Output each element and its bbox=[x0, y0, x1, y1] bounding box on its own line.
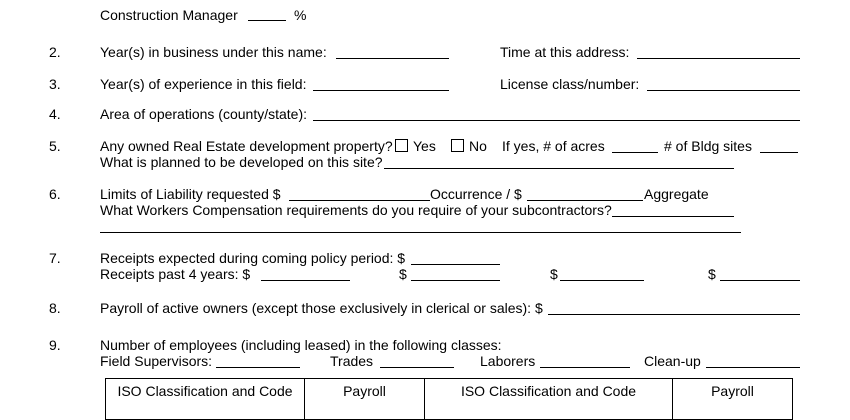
construction-manager-label: Construction Manager bbox=[100, 7, 238, 23]
area-of-operations-label: Area of operations (county/state): bbox=[100, 106, 307, 122]
yes-checkbox[interactable] bbox=[395, 139, 408, 152]
item-number: 2. bbox=[49, 44, 61, 60]
years-experience-field[interactable] bbox=[313, 90, 449, 91]
item-number: 3. bbox=[49, 76, 61, 92]
item-number: 5. bbox=[49, 138, 61, 154]
employees-label: Number of employees (including leased) in the following classes: bbox=[100, 337, 502, 353]
cleanup-label: Clean-up bbox=[644, 353, 701, 369]
dollar-sign: $ bbox=[708, 266, 716, 282]
no-label: No bbox=[469, 138, 487, 154]
workers-comp-field-line2[interactable] bbox=[100, 232, 741, 233]
receipts-expected-field[interactable] bbox=[411, 264, 500, 265]
no-checkbox[interactable] bbox=[451, 139, 464, 152]
item-number: 8. bbox=[49, 300, 61, 316]
years-in-business-label: Year(s) in business under this name: bbox=[100, 44, 327, 60]
years-experience-label: Year(s) of experience in this field: bbox=[100, 76, 307, 92]
item-number: 7. bbox=[49, 250, 61, 266]
receipts-past-field-1[interactable] bbox=[261, 280, 350, 281]
trades-label: Trades bbox=[330, 353, 374, 369]
receipts-past-label: Receipts past 4 years: $ bbox=[100, 266, 251, 282]
table-header-label: ISO Classification and Code bbox=[460, 383, 637, 399]
receipts-past-field-2[interactable] bbox=[411, 280, 500, 281]
time-at-address-field[interactable] bbox=[637, 58, 800, 59]
table-header-cell bbox=[305, 379, 425, 419]
bldg-sites-field[interactable] bbox=[760, 152, 798, 153]
acres-field[interactable] bbox=[612, 152, 658, 153]
iso-classification-table bbox=[105, 378, 793, 420]
field-supervisors-label: Field Supervisors: bbox=[100, 353, 213, 369]
table-header-label: ISO Classification and Code bbox=[117, 383, 293, 399]
workers-comp-label: What Workers Compensation requirements do you require of your subcontractors? bbox=[100, 202, 612, 218]
dollar-sign: $ bbox=[550, 266, 558, 282]
table-header-label: Payroll bbox=[711, 383, 754, 399]
owners-payroll-label: Payroll of active owners (except those exclusively in clerical or sales): $ bbox=[100, 300, 543, 316]
trades-field[interactable] bbox=[380, 367, 454, 368]
occurrence-label: Occurrence / $ bbox=[430, 186, 522, 202]
construction-manager-field[interactable] bbox=[248, 20, 286, 21]
receipts-past-field-3[interactable] bbox=[560, 280, 644, 281]
item-number: 9. bbox=[49, 337, 61, 353]
planned-development-field[interactable] bbox=[384, 168, 734, 169]
item-number: 4. bbox=[49, 106, 61, 122]
dollar-sign: $ bbox=[399, 266, 407, 282]
table-header-label: Payroll bbox=[343, 383, 386, 399]
owners-payroll-field[interactable] bbox=[548, 314, 800, 315]
time-at-address-label: Time at this address: bbox=[500, 44, 630, 60]
table-header-cell bbox=[673, 379, 792, 419]
bldg-sites-label: # of Bldg sites bbox=[664, 138, 752, 154]
laborers-field[interactable] bbox=[540, 367, 630, 368]
receipts-past-field-4[interactable] bbox=[720, 280, 800, 281]
construction-manager-unit: % bbox=[294, 7, 307, 23]
item-number: 6. bbox=[49, 186, 61, 202]
receipts-expected-label: Receipts expected during coming policy period: $ bbox=[100, 250, 406, 266]
laborers-label: Laborers bbox=[480, 353, 536, 369]
planned-development-label: What is planned to be developed on this site? bbox=[100, 154, 383, 170]
license-class-field[interactable] bbox=[647, 90, 800, 91]
area-of-operations-field[interactable] bbox=[313, 120, 800, 121]
cleanup-field[interactable] bbox=[706, 367, 800, 368]
aggregate-label: Aggregate bbox=[644, 186, 709, 202]
aggregate-amount-field[interactable] bbox=[527, 200, 643, 201]
years-in-business-field[interactable] bbox=[336, 58, 449, 59]
acres-label: If yes, # of acres bbox=[502, 138, 605, 154]
yes-label: Yes bbox=[413, 138, 436, 154]
field-supervisors-field[interactable] bbox=[216, 367, 300, 368]
limits-of-liability-label: Limits of Liability requested $ bbox=[100, 186, 281, 202]
page-top-edge bbox=[0, 0, 850, 6]
table-header-cell bbox=[106, 379, 305, 419]
license-class-label: License class/number: bbox=[500, 76, 640, 92]
occurrence-amount-field[interactable] bbox=[289, 200, 430, 201]
real-estate-question: Any owned Real Estate development property? bbox=[100, 138, 393, 154]
workers-comp-field[interactable] bbox=[612, 216, 734, 217]
table-header-cell bbox=[425, 379, 673, 419]
